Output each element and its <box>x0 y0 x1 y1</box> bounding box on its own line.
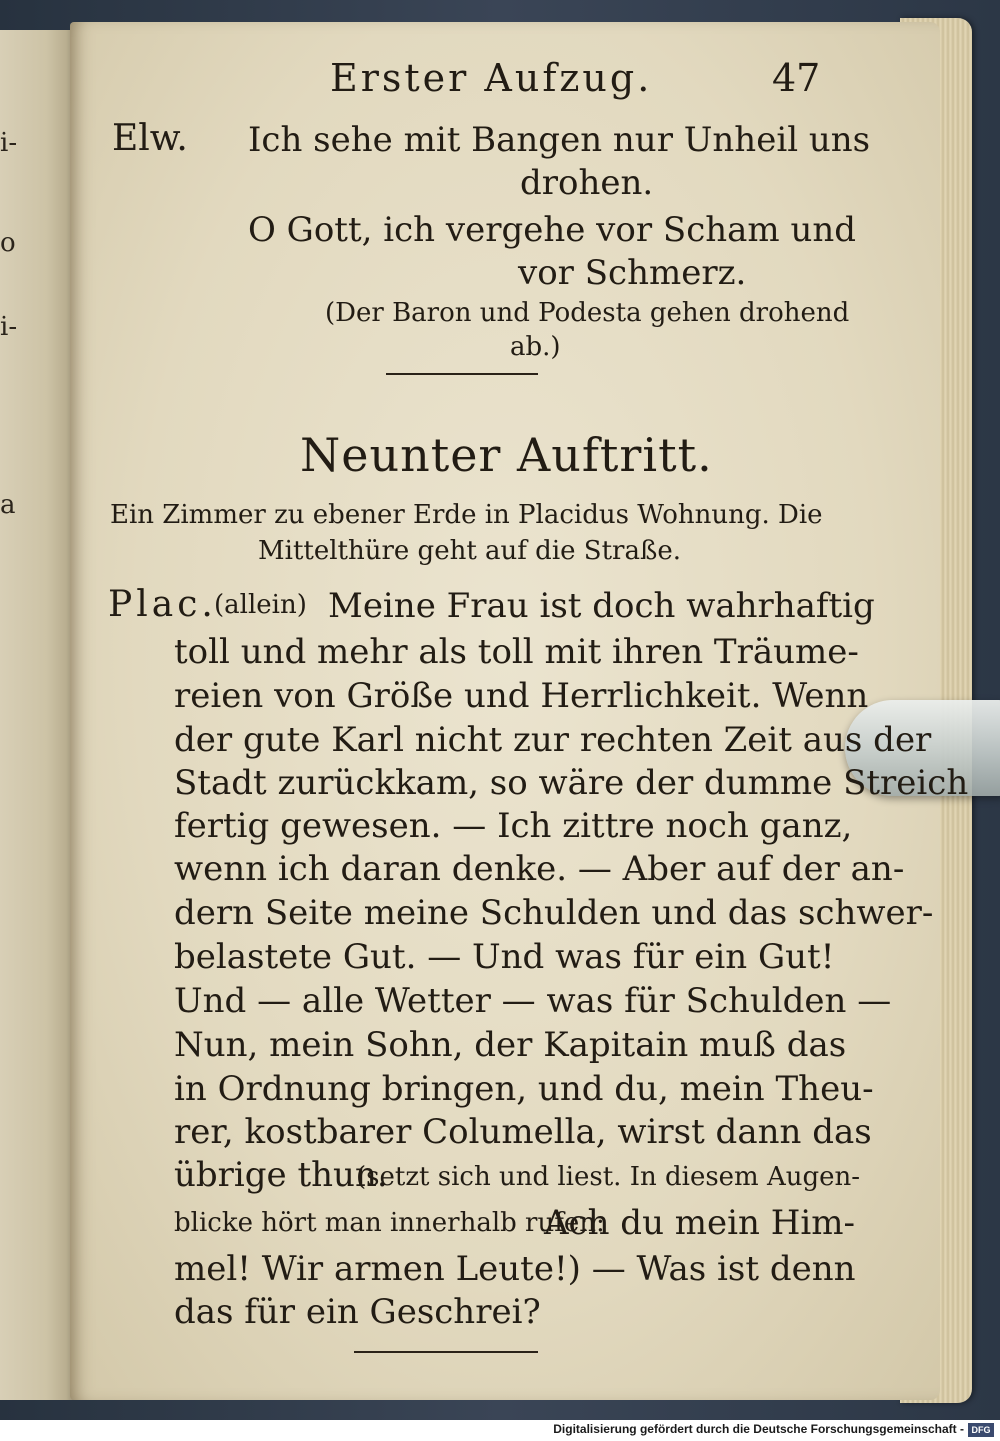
prose-line: übrige thun. <box>174 1155 388 1195</box>
stage-direction: ab.) <box>510 332 561 362</box>
prose-line: Nun, mein Sohn, der Kapitain muß das <box>174 1025 847 1065</box>
page-end-divider <box>354 1351 538 1353</box>
scene-setting: Ein Zimmer zu ebener Erde in Placidus Wohnung. Die <box>110 500 823 530</box>
left-page-fragment: i- <box>0 312 18 342</box>
verse-line: O Gott, ich vergehe vor Scham und <box>248 210 857 250</box>
running-header: Erster Aufzug. <box>330 56 653 100</box>
page-number: 47 <box>772 56 821 100</box>
speaker-elw: Elw. <box>112 118 188 159</box>
dfg-logo: DFG <box>968 1423 994 1437</box>
prose-line: der gute Karl nicht zur rechten Zeit aus der <box>174 720 932 760</box>
prose-line: in Ordnung bringen, und du, mein Theu- <box>174 1069 874 1109</box>
prose-line: Meine Frau ist doch wahrhaftig <box>328 586 875 626</box>
prose-line: mel! Wir armen Leute!) — Was ist denn <box>174 1249 856 1289</box>
prose-line: Und — alle Wetter — was für Schulden — <box>174 981 892 1021</box>
verse-line: drohen. <box>520 163 654 203</box>
scene-heading: Neunter Auftritt. <box>300 428 713 482</box>
stage-direction: blicke hört man innerhalb rufen: <box>174 1208 605 1238</box>
prose-line: toll und mehr als toll mit ihren Träume- <box>174 632 859 672</box>
prose-line: wenn ich daran denke. — Aber auf der an- <box>174 849 905 889</box>
speaker-plac: Plac. <box>108 584 217 625</box>
prose-line: dern Seite meine Schulden und das schwer- <box>174 893 934 933</box>
verse-line: vor Schmerz. <box>518 253 747 293</box>
left-page-fragment: i- <box>0 128 18 158</box>
prose-line: rer, kostbarer Columella, wirst dann das <box>174 1112 872 1152</box>
stage-direction: (setzt sich und liest. In diesem Augen- <box>356 1162 861 1192</box>
left-page-fragment: a <box>0 490 16 520</box>
scene-divider <box>386 373 538 375</box>
scene-setting: Mittelthüre geht auf die Straße. <box>258 536 681 566</box>
funding-notice: Digitalisierung gefördert durch die Deutsche Forschungsgemeinschaft - <box>553 1422 964 1436</box>
prose-line: das für ein Geschrei? <box>174 1292 541 1332</box>
stage-direction: (Der Baron und Podesta gehen drohend <box>325 298 850 328</box>
verse-line: Ich sehe mit Bangen nur Unheil uns <box>248 120 871 160</box>
prose-line: fertig gewesen. — Ich zittre noch ganz, <box>174 806 853 846</box>
prose-line: reien von Größe und Herrlichkeit. Wenn <box>174 676 869 716</box>
prose-line: Stadt zurückkam, so wäre der dumme Streich <box>174 763 969 803</box>
left-page-fragment: o <box>0 228 16 258</box>
speaker-note: (allein) <box>214 590 307 620</box>
prose-line: Ach du mein Him- <box>544 1203 855 1243</box>
prose-line: belastete Gut. — Und was für ein Gut! <box>174 937 835 977</box>
